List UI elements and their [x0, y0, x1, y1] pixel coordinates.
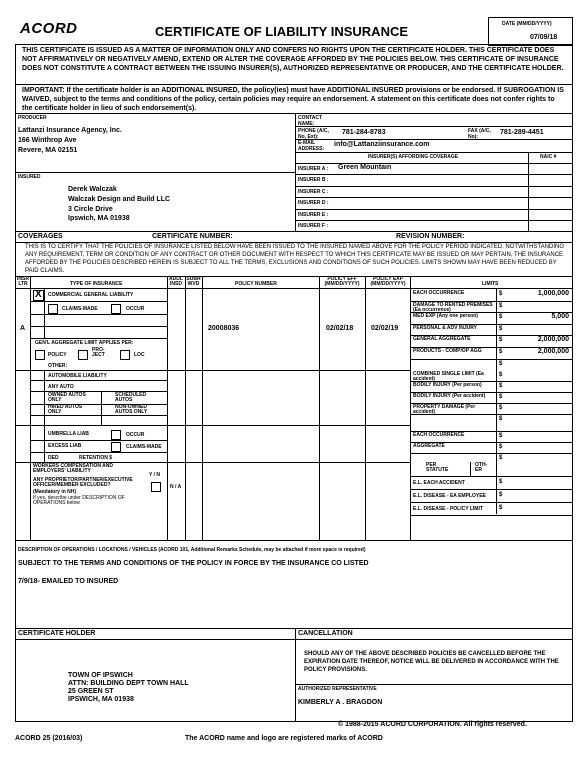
revision-number-label: REVISION NUMBER:: [396, 233, 465, 240]
insured-label: INSURED: [18, 174, 41, 180]
info-notice: THIS CERTIFICATE IS ISSUED AS A MATTER OF INFORMATION ONLY AND CONFERS NO RIGHTS UPON THE CERTIFICATE HOLDER. THIS CERTIFICATE DOES NOT AFFIRMATIVELY OR NEGATIVELY AMEND, EXTEND OR ALTER THE COVERAGE AFFORDED BY THE POLICIES BELOW. THIS CERTIFICATE OF INSURANCE DOES NOT CONSTITUTE A CONTRACT BETWEEN THE ISSUING INSURER(S), AUTHORIZED REPRESENTATIVE OR PRODUCER, AND THE CERTIFICATE HOLDER.: [22, 47, 564, 72]
contact-name-label: CONTACT NAME:: [298, 115, 323, 127]
insurer-row-divider: [295, 186, 572, 187]
producer-label: PRODUCER: [18, 115, 47, 121]
gl-limit-divider: [411, 359, 572, 360]
workers-title: WORKERS COMPENSATION AND EMPLOYERS' LIABILITY: [33, 463, 113, 474]
gl-policy-number: 20008036: [208, 325, 240, 332]
gl-limit-label: DAMAGE TO RENTED PREMISES (Ea occurrence): [413, 301, 493, 313]
col-policy-eff: POLICY EFF (MM/DD/YYYY): [324, 276, 360, 287]
umbrella-limit-dollar: $: [499, 455, 503, 461]
producer-line2: 166 Winthrop Ave: [18, 137, 77, 144]
col-addl: ADDL INSD: [169, 276, 183, 287]
gl-insr-ltr: A: [20, 325, 26, 332]
umbrella-occur-checkbox[interactable]: [111, 430, 121, 440]
gl-limit-label: EACH OCCURRENCE: [413, 290, 465, 296]
acord-logo: ACORD: [20, 20, 78, 37]
gl-limit-value: 1,000,000: [537, 290, 569, 297]
gl-agg-applies: GEN'L AGGREGATE LIMIT APPLIES PER:: [35, 340, 134, 346]
umbrella-claims-made-label: CLAIMS-MADE: [126, 444, 162, 450]
holder-line1: TOWN OF IPSWICH: [68, 672, 133, 679]
coverages-label: COVERAGES: [18, 233, 63, 240]
phone-value: 781-284-8783: [342, 129, 386, 136]
trademark-notice: The ACORD name and logo are registered marks of ACORD: [185, 735, 383, 742]
auth-rep-label: AUTHORIZED REPRESENTATIVE: [298, 686, 377, 692]
loc-label: LOC: [134, 352, 145, 358]
umbrella-limit-label: EACH OCCURRENCE: [413, 432, 465, 438]
cancellation-text: SHOULD ANY OF THE ABOVE DESCRIBED POLICIES BE CANCELLED BEFORE THE EXPIRATION DATE THEREOF, NOTICE WILL BE DELIVERED IN ACCORDANCE WITH THE POLICY PROVISIONS.: [304, 651, 559, 673]
gl-limit-value: 5,000: [551, 313, 569, 321]
insured-line1: Derek Walczak: [68, 186, 117, 193]
insurer-label: INSURER A :: [298, 166, 329, 172]
umbrella-liab-label: UMBRELLA LIAB: [48, 431, 89, 437]
workers-excluded-checkbox[interactable]: [151, 482, 161, 492]
insured-line2: Walczak Design and Build LLC: [68, 196, 171, 203]
umbrella-limit-dollar: $: [499, 444, 503, 450]
gl-limit-label: PERSONAL & ADV INJURY: [413, 324, 477, 331]
workers-yn: Y / N: [149, 472, 161, 478]
naic-label: NAIC #: [540, 154, 557, 160]
insurer-label: INSURER D :: [298, 200, 329, 207]
insurer-label: INSURER C :: [298, 188, 329, 195]
phone-label: PHONE (A/C, No, Ext):: [298, 128, 329, 140]
col-type: TYPE OF INSURANCE: [70, 281, 123, 287]
ded-label: DED: [48, 455, 59, 461]
loc-checkbox[interactable]: [120, 350, 130, 360]
description-label: DESCRIPTION OF OPERATIONS / LOCATIONS / VEHICLES (ACORD 101, Additional Remarks Schedule, may be attached if more space is required): [18, 547, 366, 553]
gl-check-mark: X: [35, 289, 42, 300]
producer-line1: Lattanzi Insurance Agency, Inc.: [18, 127, 122, 134]
gl-eff: 02/02/18: [326, 325, 354, 332]
form-id: ACORD 25 (2016/03): [15, 735, 83, 742]
insurer-label: INSURER E :: [298, 211, 329, 218]
workers-describe: If yes, describe under DESCRIPTION OF OPERATIONS below: [33, 495, 125, 506]
page-title: CERTIFICATE OF LIABILITY INSURANCE: [155, 24, 409, 39]
policy-checkbox[interactable]: [35, 350, 45, 360]
project-checkbox[interactable]: [78, 350, 88, 360]
umbrella-limit-dollar: $: [499, 433, 503, 439]
gl-other-label: OTHER:: [48, 363, 68, 369]
insurer-row-divider: [295, 197, 572, 198]
auth-rep-name: KIMBERLY A . BRAGDON: [298, 699, 383, 706]
workers-mandatory: (Mandatory in NH): [33, 489, 77, 495]
policy-label: POLICY: [48, 352, 67, 358]
occur-label: OCCUR: [126, 306, 145, 312]
date-label: DATE (MM/DD/YYYY): [502, 21, 552, 27]
producer-line3: Revere, MA 02151: [18, 147, 78, 154]
excess-liab-label: EXCESS LIAB: [48, 443, 82, 449]
col-subr: SUBR WVD: [186, 276, 201, 287]
workers-proprietor: ANY PROPRIETOR/PARTNER/EXECUTIVE OFFICER/MEMBER EXCLUDED?: [33, 477, 133, 488]
workers-limit-divider: [411, 489, 572, 490]
cancellation-label: CANCELLATION: [298, 630, 353, 637]
gl-limit-value: 2,000,000: [537, 348, 569, 355]
workers-limit-divider: [411, 515, 572, 516]
gl-limit-dollar: $: [499, 325, 503, 332]
insurer-row-divider: [295, 163, 572, 164]
scheduled-label: SCHEDULED AUTOS: [115, 392, 147, 403]
auto-title: AUTOMOBILE LIABILITY: [48, 373, 107, 379]
occur-checkbox[interactable]: [111, 304, 121, 314]
insured-line3: 3 Circle Drive: [68, 206, 113, 213]
workers-limit-dollar: $: [499, 479, 503, 485]
any-auto-label: ANY AUTO: [48, 384, 74, 390]
auto-limit-dollar: $: [499, 394, 503, 400]
insurer-row-divider: [295, 174, 572, 175]
auto-limit-dollar: $: [499, 383, 503, 389]
insurer-row-divider: [295, 209, 572, 210]
insured-line4: Ipswich, MA 01938: [68, 215, 130, 222]
holder-line4: IPSWICH, MA 01938: [68, 696, 134, 703]
col-policy-exp: POLICY EXP (MM/DD/YYYY): [370, 276, 406, 287]
gl-title: COMMERCIAL GENERAL LIABILITY: [48, 292, 134, 298]
important-notice: IMPORTANT: If the certificate holder is an ADDITIONAL INSURED, the policy(ies) must have ADDITIONAL INSURED provisions or be endorsed. If SUBROGATION IS WAIVED, subject to the terms and conditions of the policy, certain policies may require an endorsement. A statement on this certificate does not confer rights to the certificate holder in lieu of such endorsement(s).: [22, 87, 564, 112]
col-insr-ltr: INSR LTR: [17, 276, 29, 287]
umbrella-occur-label: OCCUR: [126, 432, 145, 438]
auto-limit-label: BODILY INJURY (Per accident): [413, 393, 486, 399]
umbrella-claims-made-checkbox[interactable]: [111, 442, 121, 452]
gl-limit-value: 2,000,000: [537, 336, 569, 344]
workers-limit-label: E.L. DISEASE - EA EMPLOYEE: [413, 493, 486, 499]
workers-na: N / A: [170, 484, 182, 490]
gl-limit-dollar: $: [499, 360, 503, 367]
gl-limit-dollar: $: [499, 302, 503, 309]
insurer-row-divider: [295, 220, 572, 221]
workers-limit-label: E.L. DISEASE - POLICY LIMIT: [413, 506, 483, 512]
workers-limit-label: E.L. EACH ACCIDENT: [413, 480, 465, 486]
gl-limit-dollar: $: [499, 291, 503, 297]
email-label: E-MAIL ADDRESS:: [298, 140, 325, 152]
gl-limit-dollar: $: [499, 314, 503, 321]
gl-checkbox[interactable]: [33, 290, 44, 301]
umbrella-limit-divider: [411, 453, 572, 454]
description-line1: SUBJECT TO THE TERMS AND CONDITIONS OF THE POLICY IN FORCE BY THE INSURANCE CO LISTED: [18, 560, 369, 567]
certificate-holder-label: CERTIFICATE HOLDER: [18, 630, 96, 637]
per-statute-label: PER STATUTE: [426, 462, 449, 473]
gl-limit-dollar: $: [499, 349, 503, 355]
auto-limit-dollar: $: [499, 405, 503, 411]
retention-label: RETENTION $: [79, 455, 113, 461]
auto-limit-dollar: $: [499, 372, 503, 378]
workers-limit-dollar: $: [499, 505, 503, 511]
umbrella-limit-divider: [411, 431, 572, 432]
workers-limit-dollar: $: [499, 492, 503, 498]
claims-made-checkbox[interactable]: [48, 304, 58, 314]
insurer-name: Green Mountain: [338, 164, 392, 171]
coverages-statement: THIS IS TO CERTIFY THAT THE POLICIES OF INSURANCE LISTED BELOW HAVE BEEN ISSUED TO THE INSURED NAMED ABOVE FOR THE POLICY PERIOD INDICATED. NOTWITHSTANDING ANY REQUIREMENT, TERM OR CONDITION OF ANY CONTRACT OR OTHER DOCUMENT WITH RESPECT TO WHICH THIS CERTIFICATE MAY BE ISSUED OR MAY PERTAIN, THE INSURANCE AFFORDED BY THE POLICIES DESCRIBED HEREIN IS SUBJECT TO ALL THE TERMS, EXCLUSIONS AND CONDITIONS OF SUCH POLICIES. LIMITS SHOWN MAY HAVE BEEN REDUCED BY PAID CLAIMS.: [25, 244, 564, 274]
gl-limit-label: GENERAL AGGREGATE: [413, 336, 471, 343]
non-owned-label: NON-OWNED AUTOS ONLY: [115, 404, 148, 415]
insurer-label: INSURER F :: [298, 223, 328, 229]
col-policy-number: POLICY NUMBER: [235, 281, 277, 287]
holder-line2: ATTN: BUILDING DEPT TOWN HALL: [68, 680, 189, 687]
description-line2: 7/9/18- EMAILED TO INSURED: [18, 578, 119, 585]
gl-limit-dollar: $: [499, 337, 503, 344]
auto-limit-dollar: $: [499, 416, 503, 422]
auto-limit-label: PROPERTY DAMAGE (Per accident): [413, 404, 476, 415]
umbrella-limit-label: AGGREGATE: [413, 443, 445, 449]
fax-value: 781-289-4451: [500, 129, 544, 136]
workers-other-label: OTH-ER: [475, 462, 488, 473]
fax-label: FAX (A/C, No):: [468, 128, 491, 140]
workers-limit-divider: [411, 502, 572, 503]
gl-exp: 02/02/19: [371, 325, 399, 332]
owned-label: OWNED AUTOS ONLY: [48, 392, 86, 403]
col-limits: LIMITS: [482, 281, 499, 287]
auto-limit-divider: [411, 414, 572, 415]
project-label: PRO-JECT: [92, 347, 105, 358]
auto-limit-label: BODILY INJURY (Per person): [413, 382, 482, 388]
gl-limit-label: PRODUCTS - COMP/OP AGG: [413, 348, 482, 354]
gl-limit-label: MED EXP (Any one person): [413, 313, 478, 320]
insurer-label: INSURER B :: [298, 177, 329, 184]
insurers-header: INSURER(S) AFFORDING COVERAGE: [368, 154, 459, 160]
email-value: info@Lattanziinsurance.com: [334, 141, 430, 148]
copyright: © 1988-2015 ACORD CORPORATION. All rights reserved.: [338, 721, 527, 728]
hired-label: HIRED AUTOS ONLY: [48, 404, 83, 415]
certificate-number-label: CERTIFICATE NUMBER:: [152, 233, 233, 240]
date-value: 07/09/18: [530, 34, 558, 41]
auto-limit-label: COMBINED SINGLE LIMIT (Ea accident): [413, 371, 484, 382]
holder-line3: 25 GREEN ST: [68, 688, 114, 695]
claims-made-label: CLAIMS-MADE: [62, 306, 98, 312]
